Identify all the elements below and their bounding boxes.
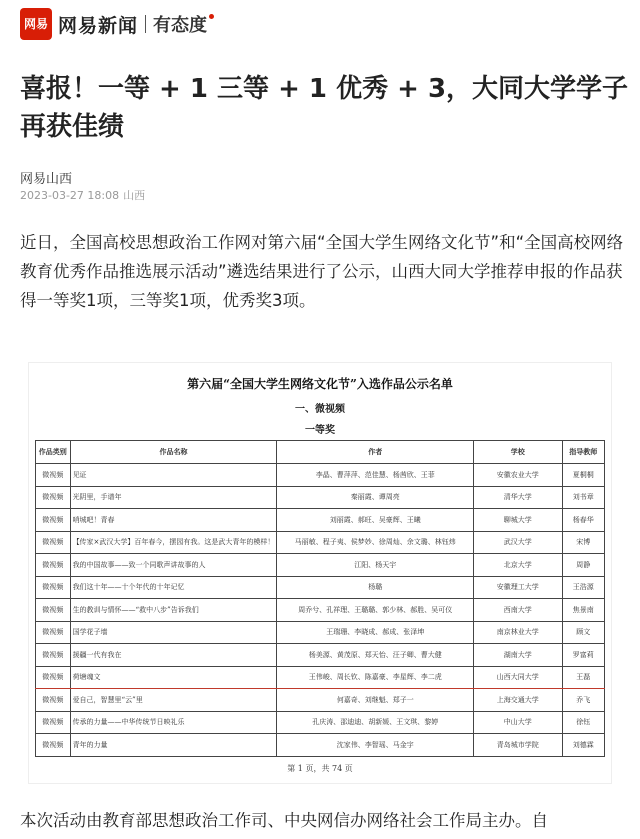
cell-authors: 马丽敏、程子夷、侯梦妙、徐周灿、余文璐、林钰炜: [277, 531, 474, 554]
netease-logo[interactable]: 网易: [20, 8, 52, 40]
document-section: 一、微视频: [295, 404, 345, 415]
cell-category: 微视频: [36, 711, 71, 734]
cell-authors: 刘丽霞、郝旺、吴豪辉、王曦: [277, 509, 474, 532]
cell-authors: 王伟峻、周长钦、陈嘉豪、李星辉、李二虎: [277, 666, 474, 689]
cell-category: 微视频: [36, 734, 71, 757]
cell-advisor: 顾文: [562, 621, 604, 644]
cell-category: 微视频: [36, 486, 71, 509]
cell-advisor: 夏桐桐: [562, 464, 604, 487]
table-row: [36, 576, 605, 599]
cell-authors: 李晶、曹萍萍、范佳慧、杨茜欣、王菲: [277, 464, 474, 487]
cell-work-name: 传承的力量——中华传统节日映礼乐: [70, 711, 277, 734]
cell-work-name: 青年的力量: [70, 734, 277, 757]
cell-school: 安徽理工大学: [474, 576, 563, 599]
cell-work-name: 爱自己，智慧里“云”里: [70, 689, 277, 712]
cell-work-name: 荷塘魂文: [70, 666, 277, 689]
cell-category: 微视频: [36, 464, 71, 487]
cell-advisor: 宋博: [562, 531, 604, 554]
cell-school: 中山大学: [474, 711, 563, 734]
brand-slogan: 有态度: [153, 15, 208, 36]
cell-work-name: 见证: [70, 464, 277, 487]
table-row: [36, 531, 605, 554]
cell-category: 微视频: [36, 621, 71, 644]
col-category: 作品类别: [36, 441, 71, 464]
table-row: [36, 464, 605, 487]
header-divider: [145, 15, 146, 33]
cell-work-name: 生的教训与情怀——“救中八步”告诉我们: [70, 599, 277, 622]
cell-authors: 周乔兮、孔祥理、王璐璐、郭少林、郝胜、吴可仪: [277, 599, 474, 622]
cell-advisor: 杨春华: [562, 509, 604, 532]
cell-category: 微视频: [36, 689, 71, 712]
cell-authors: 孔庆涛、邵迪迪、胡新媛、王文琪、黎婷: [277, 711, 474, 734]
col-school: 学校: [474, 441, 563, 464]
cell-authors: 何嘉奇、刘继魁、郑子一: [277, 689, 474, 712]
cell-school: 山西大同大学: [474, 666, 563, 689]
cell-category: 微视频: [36, 531, 71, 554]
cell-work-name: 国学花子墙: [70, 621, 277, 644]
table-row: [36, 734, 605, 757]
table-row: [36, 644, 605, 667]
brand-name[interactable]: 网易新闻: [58, 14, 139, 37]
table-row: [36, 621, 605, 644]
table-row: [36, 666, 605, 689]
col-work-name: 作品名称: [70, 441, 277, 464]
cell-category: 微视频: [36, 576, 71, 599]
cell-advisor: 刘书章: [562, 486, 604, 509]
cell-authors: 沈家伟、李智瑶、马金宇: [277, 734, 474, 757]
cell-advisor: 王磊: [562, 666, 604, 689]
table-row: [36, 689, 605, 712]
cell-school: 武汉大学: [474, 531, 563, 554]
cell-work-name: 【传家×武汉大学】百年春今，摆园有我。这是武大青年的模样！: [70, 531, 277, 554]
article-meta: [20, 187, 149, 203]
cell-school: 湖南大学: [474, 644, 563, 667]
cell-work-name: 光阴里，手谱年: [70, 486, 277, 509]
cell-advisor: 罗富莉: [562, 644, 604, 667]
cell-category: 微视频: [36, 509, 71, 532]
table-row: [36, 509, 605, 532]
article-paragraph-1: 近日，全国高校思想政治工作网对第六届“全国大学生网络文化节”和“全国高校网络教育优秀作品推选展示活动”遴选结果进行了公示，山西大同大学推荐申报的作品获得一等奖1项，三等奖1项，优秀奖3项。: [20, 233, 624, 310]
cell-work-name: 援疆一代有我在: [70, 644, 277, 667]
cell-advisor: 周静: [562, 554, 604, 577]
cell-category: 微视频: [36, 599, 71, 622]
article-paragraph-2: 本次活动由教育部思想政治工作司、中央网信办网络社会工作局主办。自: [20, 811, 548, 830]
cell-work-name: 我的中国故事——致一个同歌声讲故事的人: [70, 554, 277, 577]
cell-work-name: 哨城吧！青春: [70, 509, 277, 532]
article-source[interactable]: 网易山西: [20, 172, 73, 187]
cell-advisor: 刘德霖: [562, 734, 604, 757]
cell-advisor: 徐钰: [562, 711, 604, 734]
document-prize-level: 一等奖: [305, 425, 335, 436]
cell-advisor: 乔飞: [562, 689, 604, 712]
cell-school: 聊城大学: [474, 509, 563, 532]
table-row: [36, 599, 605, 622]
table-row: [36, 486, 605, 509]
cell-advisor: 焦景南: [562, 599, 604, 622]
cell-category: 微视频: [36, 666, 71, 689]
document-page-number: 第 1 页，共 74 页: [287, 763, 353, 773]
cell-school: 西南大学: [474, 599, 563, 622]
cell-school: 安徽农业大学: [474, 464, 563, 487]
cell-school: 青岛城市学院: [474, 734, 563, 757]
article-location: 山西: [123, 189, 146, 202]
table-header-row: [36, 441, 605, 464]
cell-category: 微视频: [36, 644, 71, 667]
document-title: 第六届“全国大学生网络文化节”入选作品公示名单: [187, 377, 453, 391]
cell-authors: 杨璐: [277, 576, 474, 599]
table-row: [36, 711, 605, 734]
award-table: [35, 440, 605, 757]
cell-authors: 王瑞珊、李晓成、郝成、张泽坤: [277, 621, 474, 644]
cell-authors: 江阳、杨天宇: [277, 554, 474, 577]
article-date: 2023-03-27 18:08: [20, 189, 120, 202]
table-row: [36, 554, 605, 577]
col-advisor: 指导教师: [562, 441, 604, 464]
cell-school: 南京林业大学: [474, 621, 563, 644]
cell-work-name: 我们这十年——十个年代的十年记忆: [70, 576, 277, 599]
site-header: [20, 6, 214, 42]
col-authors: 作者: [277, 441, 474, 464]
cell-authors: 杨美源、黄茂原、郑天怡、汪子卿、曹大健: [277, 644, 474, 667]
cell-authors: 秦丽霞、谭周亮: [277, 486, 474, 509]
cell-school: 北京大学: [474, 554, 563, 577]
award-list-image[interactable]: [28, 362, 612, 784]
cell-advisor: 王浩源: [562, 576, 604, 599]
cell-school: 清华大学: [474, 486, 563, 509]
article-title: 喜报！一等 + 1 三等 + 1 优秀 + 3，大同大学学子再获佳绩: [20, 74, 629, 142]
cell-category: 微视频: [36, 554, 71, 577]
cell-school: 上海交通大学: [474, 689, 563, 712]
slogan-dot-icon: [209, 14, 214, 19]
